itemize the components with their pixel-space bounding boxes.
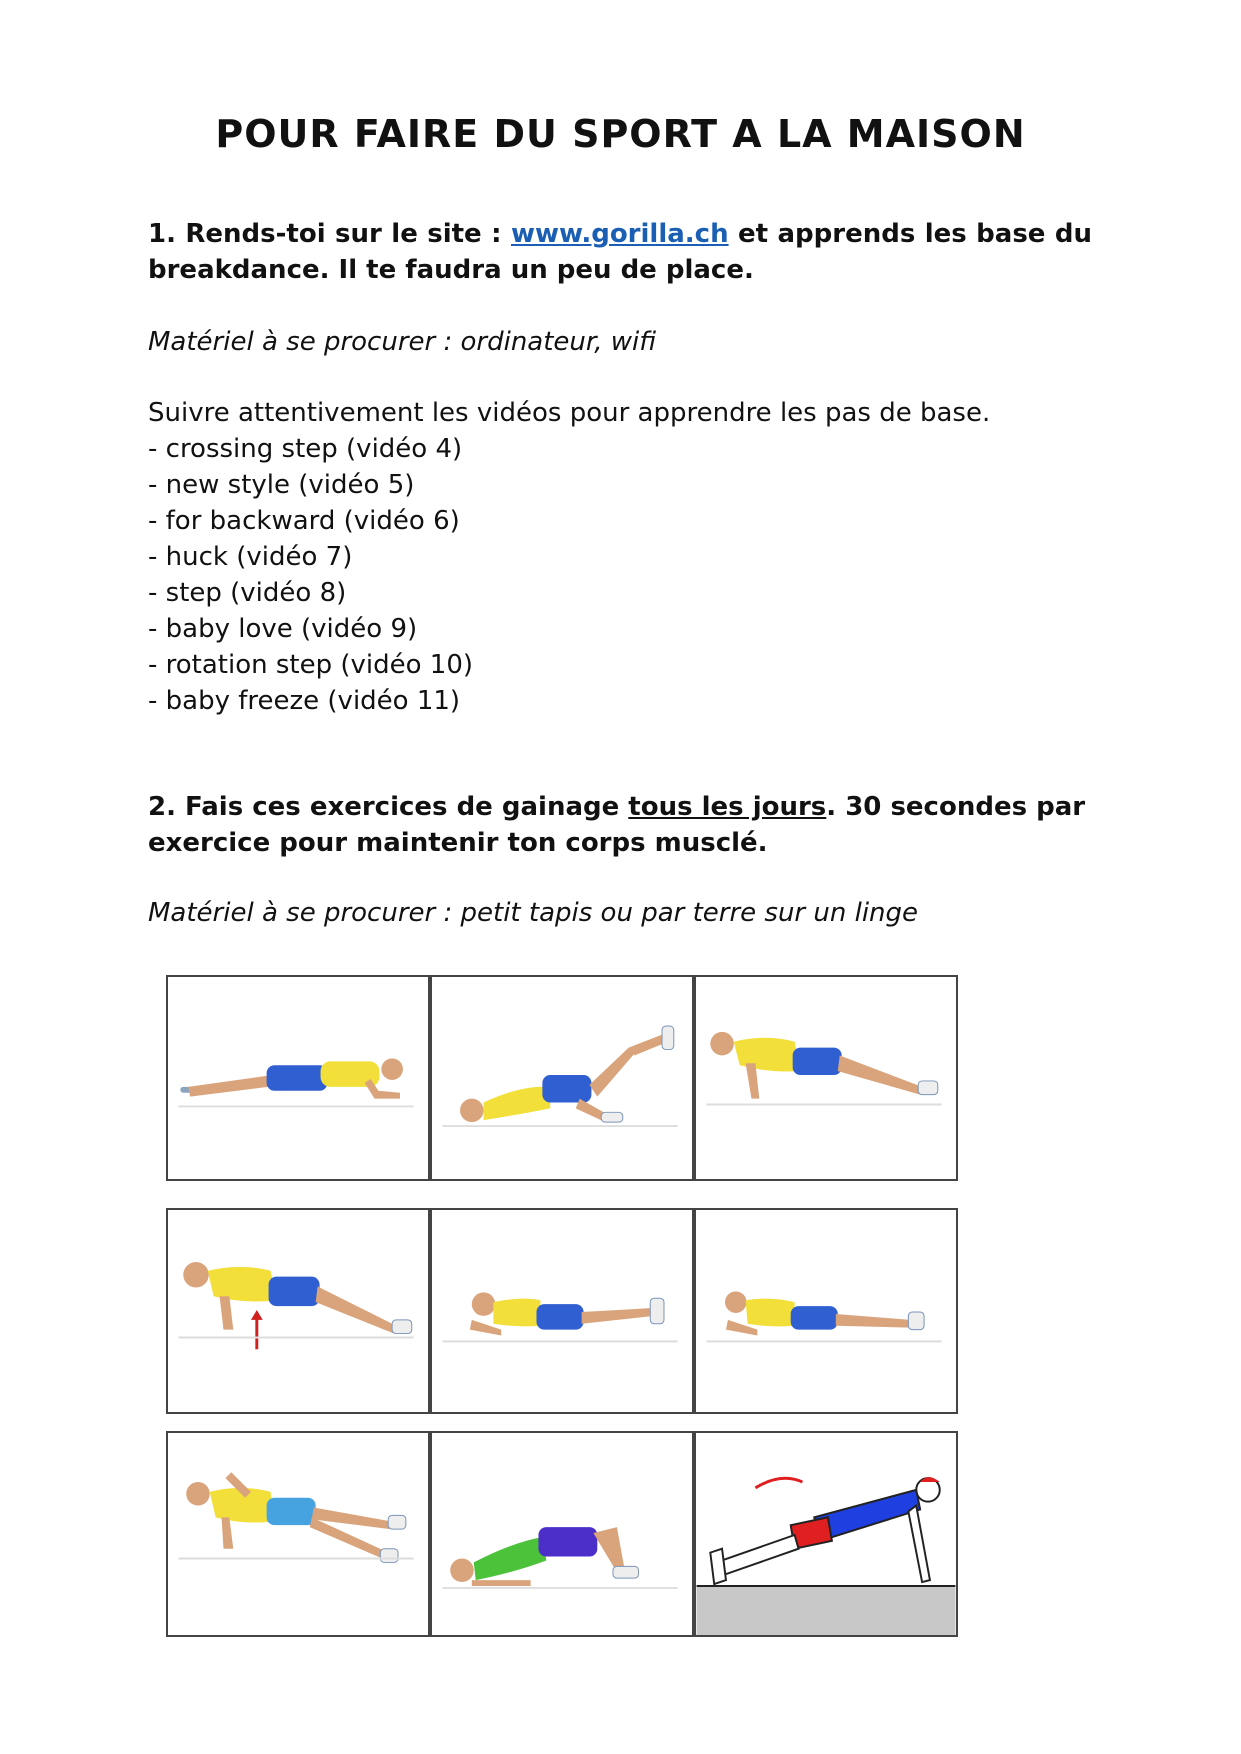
plank-leg-lift-figure-icon — [432, 1210, 692, 1412]
section2-prefix: 2. Fais ces exercices de gainage — [148, 792, 629, 822]
reverse-plank-figure-icon — [696, 1433, 956, 1635]
section1-prefix: 1. Rends-toi sur le site : — [148, 219, 511, 249]
breakdance-steps-list — [148, 431, 1092, 719]
list-item: - huck (vidéo 7) — [148, 542, 353, 572]
list-item: - crossing step (vidéo 4) — [148, 434, 463, 464]
plank-figure-icon — [168, 977, 428, 1179]
list-item: - step (vidéo 8) — [148, 578, 347, 608]
section1-materials: Matériel à se procurer : ordinateur, wifi — [148, 327, 657, 357]
plank-extension-figure-icon — [696, 1210, 956, 1412]
page-title: POUR FAIRE DU SPORT A LA MAISON — [215, 112, 1026, 156]
list-item: - new style (vidéo 5) — [148, 470, 415, 500]
list-item: - for backward (vidéo 6) — [148, 506, 460, 536]
exercise-image-reverse-plank — [694, 1431, 958, 1637]
exercise-image-side-plank-leg-raise — [166, 1431, 430, 1637]
bridge-leg-figure-icon — [432, 977, 692, 1179]
exercise-image-side-plank — [694, 975, 958, 1181]
side-plank-raise-figure-icon — [168, 1210, 428, 1412]
list-item: - baby love (vidéo 9) — [148, 614, 418, 644]
side-plank-leg-figure-icon — [168, 1433, 428, 1635]
exercise-image-forearm-plank — [166, 975, 430, 1181]
section1-intro: Suivre attentivement les vidéos pour apprendre les pas de base. — [148, 398, 991, 428]
list-item: - baby freeze (vidéo 11) — [148, 686, 461, 716]
exercise-image-glute-bridge — [430, 1431, 694, 1637]
section2-suffix: . 30 secondes par exercice pour maintenir ton corps musclé. — [148, 792, 1086, 858]
gorilla-link[interactable]: www.gorilla.ch — [510, 219, 729, 249]
list-item: - rotation step (vidéo 10) — [148, 650, 474, 680]
section2-underlined: tous les jours — [628, 792, 827, 822]
glute-bridge-figure-icon — [432, 1433, 692, 1635]
section1-heading — [148, 216, 1092, 288]
side-plank-figure-icon — [696, 977, 956, 1179]
exercise-image-side-plank-raise — [166, 1208, 430, 1414]
section2-materials: Matériel à se procurer : petit tapis ou par terre sur un linge — [148, 898, 919, 928]
section2-heading — [148, 789, 1092, 861]
section1-suffix: et apprends les base du breakdance. Il te faudra un peu de place. — [148, 219, 1092, 285]
exercise-image-plank-extension — [694, 1208, 958, 1414]
exercise-image-single-leg-bridge — [430, 975, 694, 1181]
exercise-image-plank-leg-lift — [430, 1208, 694, 1414]
